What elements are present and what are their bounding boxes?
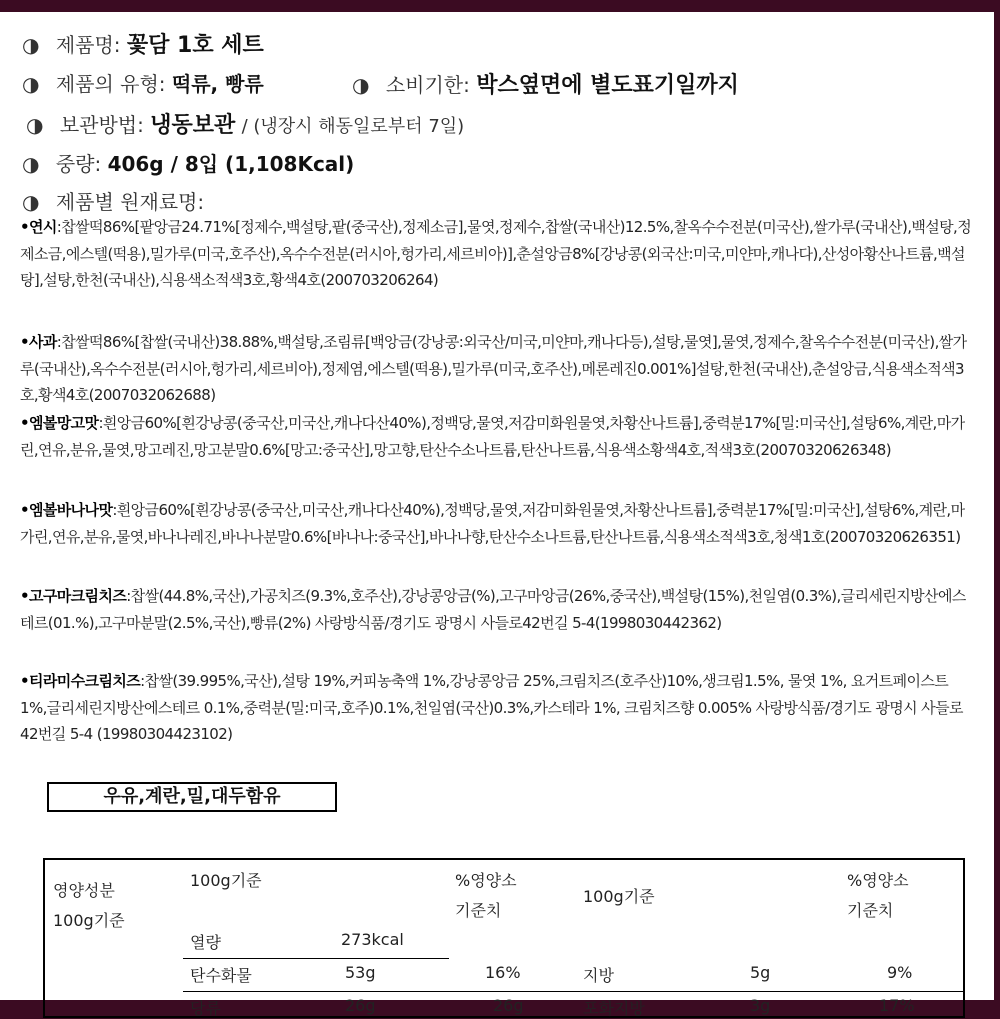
half-circle-icon: ◑ bbox=[22, 152, 40, 176]
ingredient-entry bbox=[20, 410, 975, 463]
nutrient-amount: 273kcal bbox=[341, 930, 404, 949]
ingredient-text: :찹쌀(39.995%,국산),설탕 19%,커피농축액 1%,강낭콩앙금 25%,크림치즈(호주산)10%,생크림1.5%, 물엿 1%, 요거트페이스트 1%,글리세린지방산에스테르 0.1%,중력분(밀:미국,호주)0.1%,천일염(국산)0.3%,카스테라 1%, 크림치즈향 0.005% 사랑방식품/경기도 광명시 사들로42번길 5-4 (19980304423102) bbox=[20, 672, 963, 743]
ingredient-name: •사과 bbox=[20, 333, 57, 351]
nutrition-table bbox=[43, 858, 965, 1018]
nutrient-amount: 53g bbox=[345, 963, 376, 982]
nutrient-amount: 26g bbox=[345, 996, 376, 1015]
label-sheet bbox=[0, 12, 994, 1018]
expiry-value: 박스옆면에 별도표기일까지 bbox=[476, 73, 739, 98]
product-name-label: 제품명: bbox=[55, 33, 121, 57]
column-percent-right: %영양소 bbox=[847, 871, 909, 890]
column-basis: 100g기준 bbox=[190, 871, 262, 890]
product-type-line bbox=[22, 68, 264, 97]
half-circle-icon: ◑ bbox=[22, 190, 40, 214]
nutrition-basis: 100g기준 bbox=[53, 911, 125, 930]
expiry-line bbox=[352, 68, 739, 99]
ingredient-entry bbox=[20, 668, 975, 748]
half-circle-icon: ◑ bbox=[22, 72, 40, 96]
weight-line bbox=[22, 148, 354, 177]
half-circle-icon: ◑ bbox=[22, 33, 40, 57]
half-circle-icon: ◑ bbox=[352, 73, 370, 97]
ingredient-name: •엠볼망고맛 bbox=[20, 414, 99, 432]
ingredient-name: •고구마크림치즈 bbox=[20, 587, 127, 605]
storage-note: / (냉장시 해동일로부터 7일) bbox=[241, 116, 465, 137]
weight-value: 406g / 8입 (1,108Kcal) bbox=[107, 152, 355, 176]
ingredient-name: •티라미수크림치즈 bbox=[20, 672, 141, 690]
ingredient-entry bbox=[20, 497, 975, 550]
nutrient-percent: 26g bbox=[493, 996, 524, 1015]
ingredient-entry bbox=[20, 583, 975, 636]
column-percent-sub: 기준치 bbox=[455, 901, 502, 920]
weight-label: 중량: bbox=[55, 152, 102, 176]
expiry-label: 소비기한: bbox=[385, 73, 470, 97]
nutrient-name: 열량 bbox=[190, 933, 221, 952]
column-percent-right-sub: 기준치 bbox=[847, 901, 894, 920]
product-name-line bbox=[22, 28, 264, 59]
nutrient-name: 당류 bbox=[190, 999, 221, 1018]
storage-line bbox=[26, 108, 464, 139]
ingredient-text: :흰앙금60%[흰강낭콩(중국산,미국산,캐나다산40%),정백당,물엿,저감미화원물엿,차황산나트륨],중력분17%[밀:미국산],설탕6%,계란,마가린,연유,분유,물엿,바나나레진,바나나분말0.6%[바나나:중국산],바나나향,탄산수소나트륨,탄산나트륨,식용색소적색3호,청색1호(20070320626351) bbox=[20, 501, 965, 546]
product-type-label: 제품의 유형: bbox=[55, 72, 166, 96]
nutrient-amount-right: 5g bbox=[750, 963, 771, 982]
ingredient-text: :찹쌀(44.8%,국산),가공치즈(9.3%,호주산),강낭콩앙금(%),고구마앙금(26%,중국산),백설탕(15%),천일염(0.3%),글리세린지방산에스테르(01.%),고구마분말(2.5%,국산),빵류(2%) 사랑방식품/경기도 광명시 사들로42번길 5-4(1998030442362) bbox=[20, 587, 966, 632]
row-divider bbox=[183, 958, 449, 959]
ingredient-text: :찹쌀떡86%[찹쌀(국내산)38.88%,백설탕,조림류[백앙금(강낭콩:외국산/미국,미얀마,캐나다등),설탕,물엿],물엿,정제수,찰옥수수전분(미국산),쌀가루(국내산),옥수수전분(러시아,헝가리,세르비아),정제염,에스텔(떡용),밀가루(미국,호주산),메론레진0.001%]설탕,한천(국내산),춘설앙금,식용색소적색3호,황색4호(2007032062688) bbox=[20, 333, 967, 404]
nutrient-name-right: 지방 bbox=[583, 966, 614, 985]
product-type: 떡류, 빵류 bbox=[171, 72, 264, 96]
ingredient-text: :흰앙금60%[흰강낭콩(중국산,미국산,캐나다산40%),정백당,물엿,저감미화원물엿,차황산나트륨],중력분17%[밀:미국산],설탕6%,계란,마가린,연유,분유,물엿,망고레진,망고분말0.6%[망고:중국산],망고향,탄산수소나트륨,탄산나트륨,식용색소황색4호,적색3호(20070320626348) bbox=[20, 414, 965, 459]
product-name: 꽃담 1호 세트 bbox=[126, 33, 264, 58]
ingredient-entry bbox=[20, 214, 975, 294]
ingredient-entry bbox=[20, 329, 975, 409]
row-divider bbox=[183, 991, 965, 992]
ingredient-name: •연시 bbox=[20, 218, 57, 236]
half-circle-icon: ◑ bbox=[26, 113, 44, 137]
ingredients-label: 제품별 원재료명: bbox=[55, 190, 205, 214]
nutrient-percent-right: 9% bbox=[887, 963, 913, 982]
nutrient-percent-right: 17% bbox=[879, 996, 915, 1015]
nutrient-name-right: 포화지방 bbox=[583, 999, 645, 1018]
nutrient-amount-right: 3g bbox=[750, 996, 771, 1015]
column-percent: %영양소 bbox=[455, 871, 517, 890]
nutrient-percent: 16% bbox=[485, 963, 521, 982]
nutrient-name: 탄수화물 bbox=[190, 966, 252, 985]
ingredients-heading bbox=[22, 186, 204, 215]
ingredient-text: :찹쌀떡86%[팥앙금24.71%[정제수,백설탕,팥(중국산),정제소금],물엿,정제수,찹쌀(국내산)12.5%,찰옥수수전분(미국산),쌀가루(국내산),백설탕,정제소금,에스텔(떡용),밀가루(미국,호주산),옥수수전분(러시아,헝가리,세르비아)],춘설앙금8%[강낭콩(외국산:미국,미얀마,캐나다),산성아황산나트륨,백설탕],설탕,한천(국내산),식용색소적색3호,황색4호(200703206264) bbox=[20, 218, 972, 289]
storage-label: 보관방법: bbox=[59, 113, 144, 137]
nutrition-title: 영양성분 bbox=[53, 881, 115, 900]
ingredient-name: •엠볼바나나맛 bbox=[20, 501, 113, 519]
storage-value: 냉동보관 bbox=[150, 113, 236, 138]
column-basis-right: 100g기준 bbox=[583, 887, 655, 906]
allergy-box: 우유,계란,밀,대두함유 bbox=[47, 782, 337, 812]
